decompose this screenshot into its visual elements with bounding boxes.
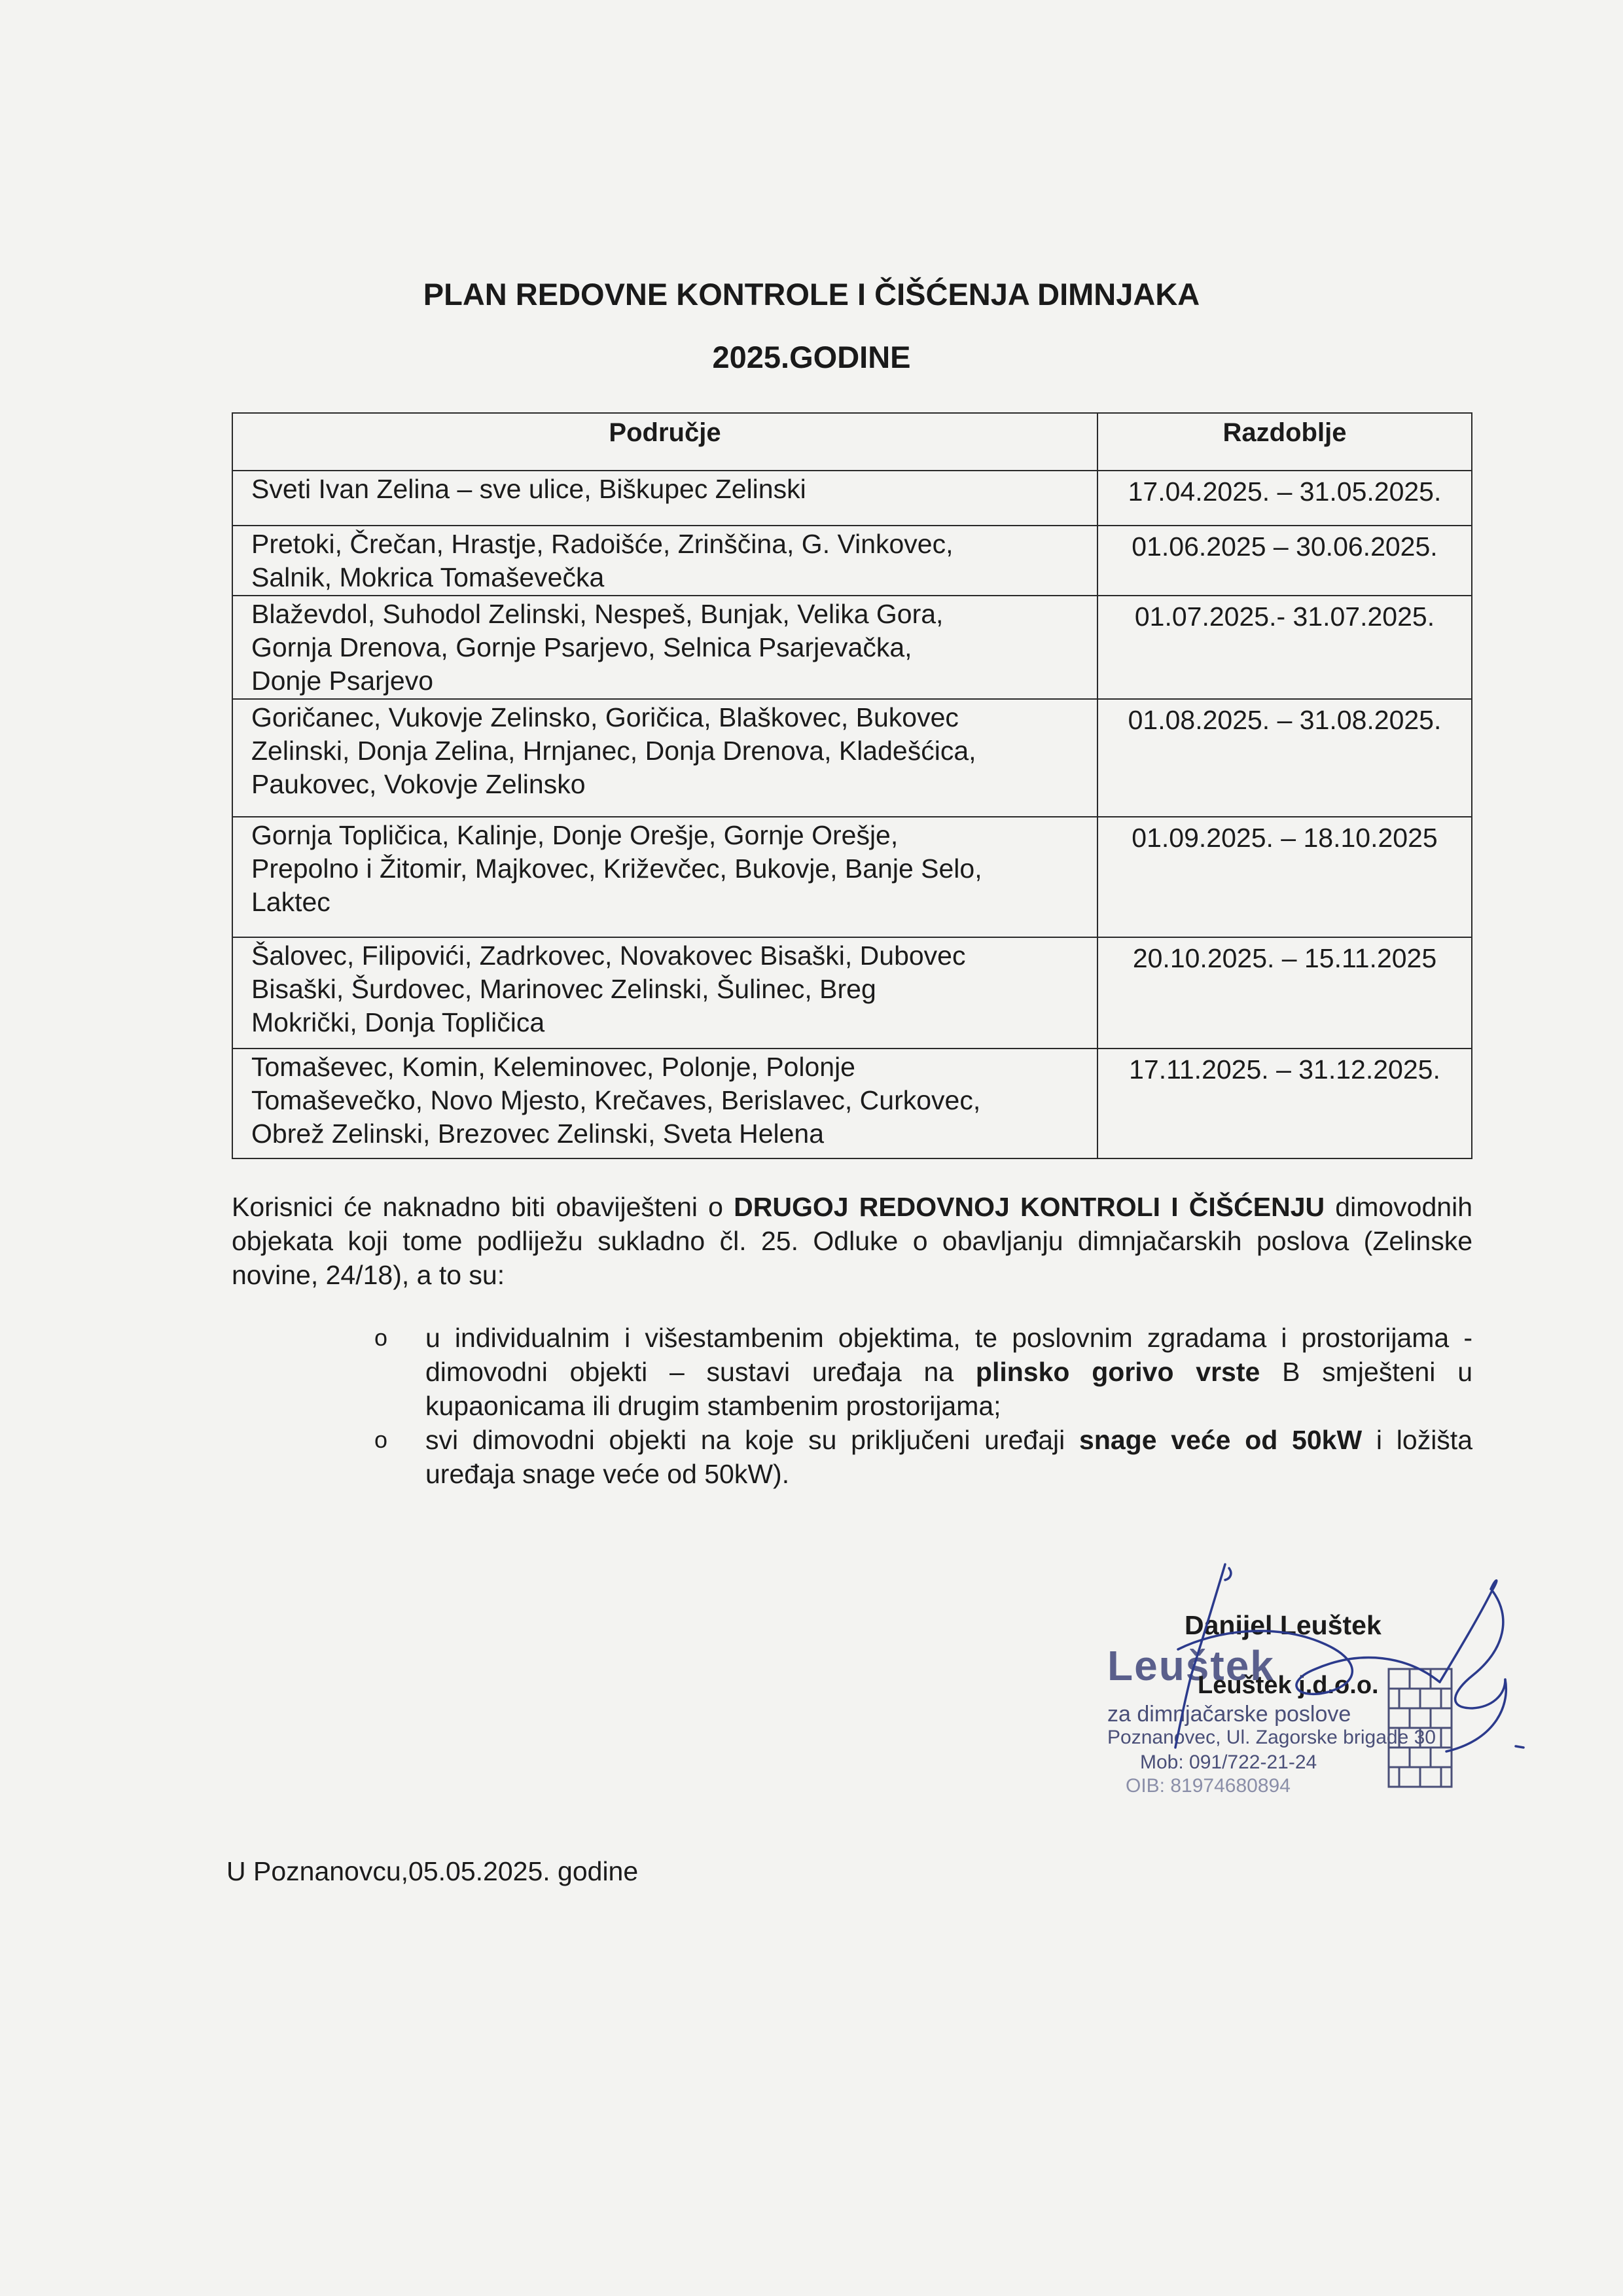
notice-intro-rest: dimovodnih objekata koji tome podliježu sukladno čl. 25. Odluke o obavljanju dimnjačarskih poslova (Zelinske novine, 24/18), a to su: — [232, 1192, 1472, 1290]
area-cell — [232, 699, 1097, 817]
area-line: Zelinski, Donja Zelina, Hrnjanec, Donja Drenova, Kladešćica, — [251, 735, 976, 766]
area-cell — [232, 526, 1097, 596]
area-line: Tomaševečko, Novo Mjesto, Krečaves, Berislavec, Curkovec, — [251, 1085, 981, 1115]
bullet-bold: snage veće od 50kW — [1079, 1425, 1363, 1455]
period-cell: 01.09.2025. – 18.10.2025 — [1097, 817, 1472, 937]
area-cell — [232, 817, 1097, 937]
place-and-date: U Poznanovcu,05.05.2025. godine — [226, 1856, 639, 1886]
area-line: Goričanec, Vukovje Zelinsko, Goričica, Blaškovec, Bukovec — [251, 702, 959, 732]
stamp-company: Leuštek j.d.o.o. — [1198, 1672, 1379, 1699]
area-line: Mokrički, Donja Topličica — [251, 1007, 545, 1037]
stamp-line: za dimnjačarske poslove — [1107, 1702, 1351, 1727]
header-area: Područje — [232, 413, 1097, 471]
stamp-line: Poznanovec, Ul. Zagorske brigade 30 — [1107, 1727, 1436, 1748]
list-item — [232, 1321, 1472, 1423]
header-period: Razdoblje — [1097, 413, 1472, 471]
area-line: Sveti Ivan Zelina – sve ulice, Biškupec Zelinski — [251, 474, 806, 504]
table-row — [232, 526, 1472, 596]
area-line: Paukovec, Vokovje Zelinsko — [251, 769, 586, 799]
period-cell: 17.04.2025. – 31.05.2025. — [1097, 471, 1472, 526]
period-cell: 01.07.2025.- 31.07.2025. — [1097, 596, 1472, 699]
notice-bullet-list — [232, 1321, 1472, 1491]
stamp-brand: Leuštek — [1107, 1642, 1275, 1689]
table-header-row — [232, 413, 1472, 471]
area-cell — [232, 937, 1097, 1049]
area-line: Laktec — [251, 887, 330, 917]
bullet-text: svi dimovodni objekti na koje su priključeni uređaji — [425, 1425, 1080, 1455]
area-cell — [232, 596, 1097, 699]
schedule-table — [232, 412, 1472, 1159]
period-cell: 01.06.2025 – 30.06.2025. — [1097, 526, 1472, 596]
stamp-line: Mob: 091/722-21-24 — [1140, 1751, 1317, 1773]
area-cell — [232, 1049, 1097, 1158]
area-line: Bisaški, Šurdovec, Marinovec Zelinski, Šulinec, Breg — [251, 973, 876, 1004]
period-cell: 17.11.2025. – 31.12.2025. — [1097, 1049, 1472, 1158]
area-line: Gornja Topličica, Kalinje, Donje Orešje, Gornje Orešje, — [251, 819, 899, 850]
document-title: PLAN REDOVNE KONTROLE I ČIŠĆENJA DIMNJAKA — [423, 277, 1200, 312]
document-year: 2025.GODINE — [712, 340, 911, 374]
area-line: Donje Psarjevo — [251, 666, 434, 696]
bullet-text: u individualnim i višestambenim objektima, te poslovnim zgradama i prostorijama - dimovodni objekti – sustavi uređaja na — [425, 1323, 1472, 1387]
bullet-marker: o — [374, 1324, 388, 1351]
area-line: Pretoki, Črečan, Hrastje, Radoišće, Zrinščina, G. Vinkovec, — [251, 529, 954, 559]
bullet-text-rest: i ložišta uređaja snage veće od 50kW). — [425, 1425, 1472, 1489]
area-line: Blaževdol, Suhodol Zelinski, Nespeš, Bunjak, Velika Gora, — [251, 598, 944, 629]
notice-intro-text: Korisnici će naknadno biti obaviješteni o — [232, 1192, 734, 1222]
area-cell — [232, 471, 1097, 526]
area-line: Šalovec, Filipovići, Zadrkovec, Novakovec Bisaški, Dubovec — [251, 940, 966, 971]
area-line: Prepolno i Žitomir, Majkovec, Križevčec, Bukovje, Banje Selo, — [251, 853, 982, 884]
table-row — [232, 817, 1472, 937]
table-row — [232, 1049, 1472, 1158]
signer-name: Danijel Leuštek — [1185, 1610, 1382, 1640]
table-row — [232, 699, 1472, 817]
area-line: Tomaševec, Komin, Keleminovec, Polonje, Polonje — [251, 1051, 855, 1082]
stamp-line: OIB: 81974680894 — [1126, 1775, 1291, 1797]
table-row — [232, 937, 1472, 1049]
table-row — [232, 596, 1472, 699]
bullet-text-rest: B smješteni u kupaonicama ili drugim stambenim prostorijama; — [425, 1357, 1473, 1421]
list-item — [232, 1423, 1472, 1491]
notice-paragraph — [232, 1190, 1472, 1292]
handwritten-signature-icon — [1165, 1551, 1531, 1787]
period-cell: 20.10.2025. – 15.11.2025 — [1097, 937, 1472, 1049]
area-line: Salnik, Mokrica Tomaševečka — [251, 562, 605, 593]
area-line: Gornja Drenova, Gornje Psarjevo, Selnica Psarjevačka, — [251, 632, 912, 662]
bullet-bold: plinsko gorivo vrste — [975, 1357, 1260, 1387]
bullet-marker: o — [374, 1426, 388, 1453]
period-cell: 01.08.2025. – 31.08.2025. — [1097, 699, 1472, 817]
notice-intro-bold: DRUGOJ REDOVNOJ KONTROLI I ČIŠĆENJU — [734, 1192, 1325, 1222]
table-row — [232, 471, 1472, 526]
area-line: Obrež Zelinski, Brezovec Zelinski, Sveta Helena — [251, 1119, 825, 1149]
